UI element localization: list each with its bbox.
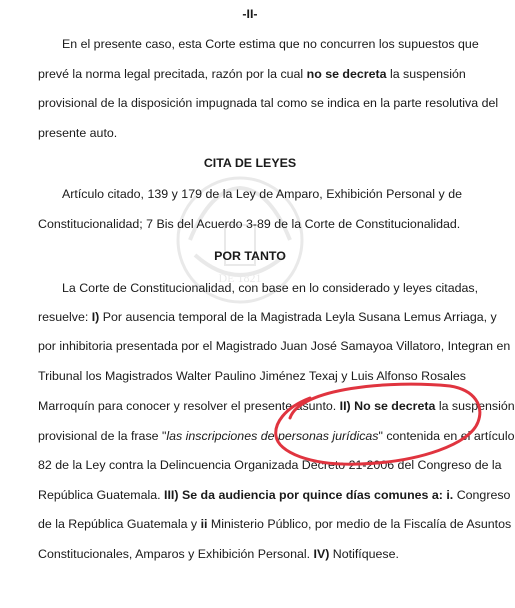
p1-line-4: presente auto. bbox=[38, 126, 118, 140]
p3-line-10a: Constitucionales, Amparos y Exhibición Personal. bbox=[38, 547, 314, 561]
p3-line-3: por inhibitoria presentada por el Magistrado Juan José Samayoa Villatoro, Integran en bbox=[38, 339, 511, 353]
p2-line-1: Artículo citado, 139 y 179 de la Ley de Amparo, Exhibición Personal y de bbox=[62, 187, 462, 201]
p3-line-4: Tribunal los Magistrados Walter Paulino Jiménez Texaj y Luis Alfonso Rosales bbox=[38, 369, 466, 383]
p3-line-5 bbox=[38, 398, 515, 414]
p1-line-1: En el presente caso, esta Corte estima que no concurren los supuestos que bbox=[62, 37, 479, 51]
p3-line-10c: Notifíquese. bbox=[329, 547, 399, 561]
p2-line-2: Constitucionalidad; 7 Bis del Acuerdo 3-89 de la Corte de Constitucionalidad. bbox=[38, 217, 461, 231]
p3-line-9 bbox=[38, 516, 512, 532]
p3-line-8 bbox=[38, 487, 511, 503]
p1-line-2c: la suspensión bbox=[386, 67, 466, 81]
p3-line-10 bbox=[38, 546, 462, 562]
p3-line-1: La Corte de Constitucionalidad, con base en lo considerado y leyes citadas, bbox=[62, 281, 479, 295]
p3-quoted-phrase: las inscripciones de personas jurídicas bbox=[166, 429, 379, 443]
p3-line-9a: de la República Guatemala y bbox=[38, 517, 201, 531]
p3-line-5c: la suspensión bbox=[435, 399, 515, 413]
p3-line-7: 82 de la Ley contra la Delincuencia Organizada Decreto 21-2006 del Congreso de la bbox=[38, 458, 502, 472]
p3-numeral-iv: IV) bbox=[313, 547, 330, 561]
p3-numeral-i: I) bbox=[91, 310, 100, 324]
heading-cita-de-leyes: CITA DE LEYES bbox=[203, 156, 297, 170]
p3-line-6 bbox=[38, 428, 515, 444]
p3-line-6a: provisional de la frase " bbox=[38, 429, 167, 443]
p3-numeral-ii: ii bbox=[200, 517, 208, 531]
p1-line-2a: prevé la norma legal precitada, razón por la cual bbox=[38, 67, 307, 81]
p3-line-8c: Congreso bbox=[453, 488, 511, 502]
p3-line-5a: Marroquín para conocer y resolver el presente asunto. bbox=[38, 399, 340, 413]
p3-line-2a: resuelve: bbox=[38, 310, 92, 324]
watermark-text: DE 1821 bbox=[218, 271, 262, 285]
p3-line-9c: Ministerio Público, por medio de la Fiscalía de Asuntos bbox=[207, 517, 512, 531]
p1-emphasis-no-se-decreta: no se decreta bbox=[306, 67, 387, 81]
p1-line-3: provisional de la disposición impugnada tal como se indica en la parte resolutiva del bbox=[38, 96, 499, 110]
page-number: -II- bbox=[242, 7, 258, 21]
p3-line-6c: " contenida en el artículo bbox=[378, 429, 515, 443]
p3-emphasis-no-se-decreta: II) No se decreta bbox=[339, 399, 436, 413]
p1-line-2 bbox=[38, 66, 466, 82]
p3-line-2 bbox=[38, 309, 497, 325]
heading-por-tanto: POR TANTO bbox=[214, 249, 286, 263]
p3-line-8a: República Guatemala. bbox=[38, 488, 165, 502]
p3-emphasis-audiencia: III) Se da audiencia por quince días comunes a: i. bbox=[164, 488, 454, 502]
p3-line-2c: Por ausencia temporal de la Magistrada Leyla Susana Lemus Arriaga, y bbox=[99, 310, 497, 324]
